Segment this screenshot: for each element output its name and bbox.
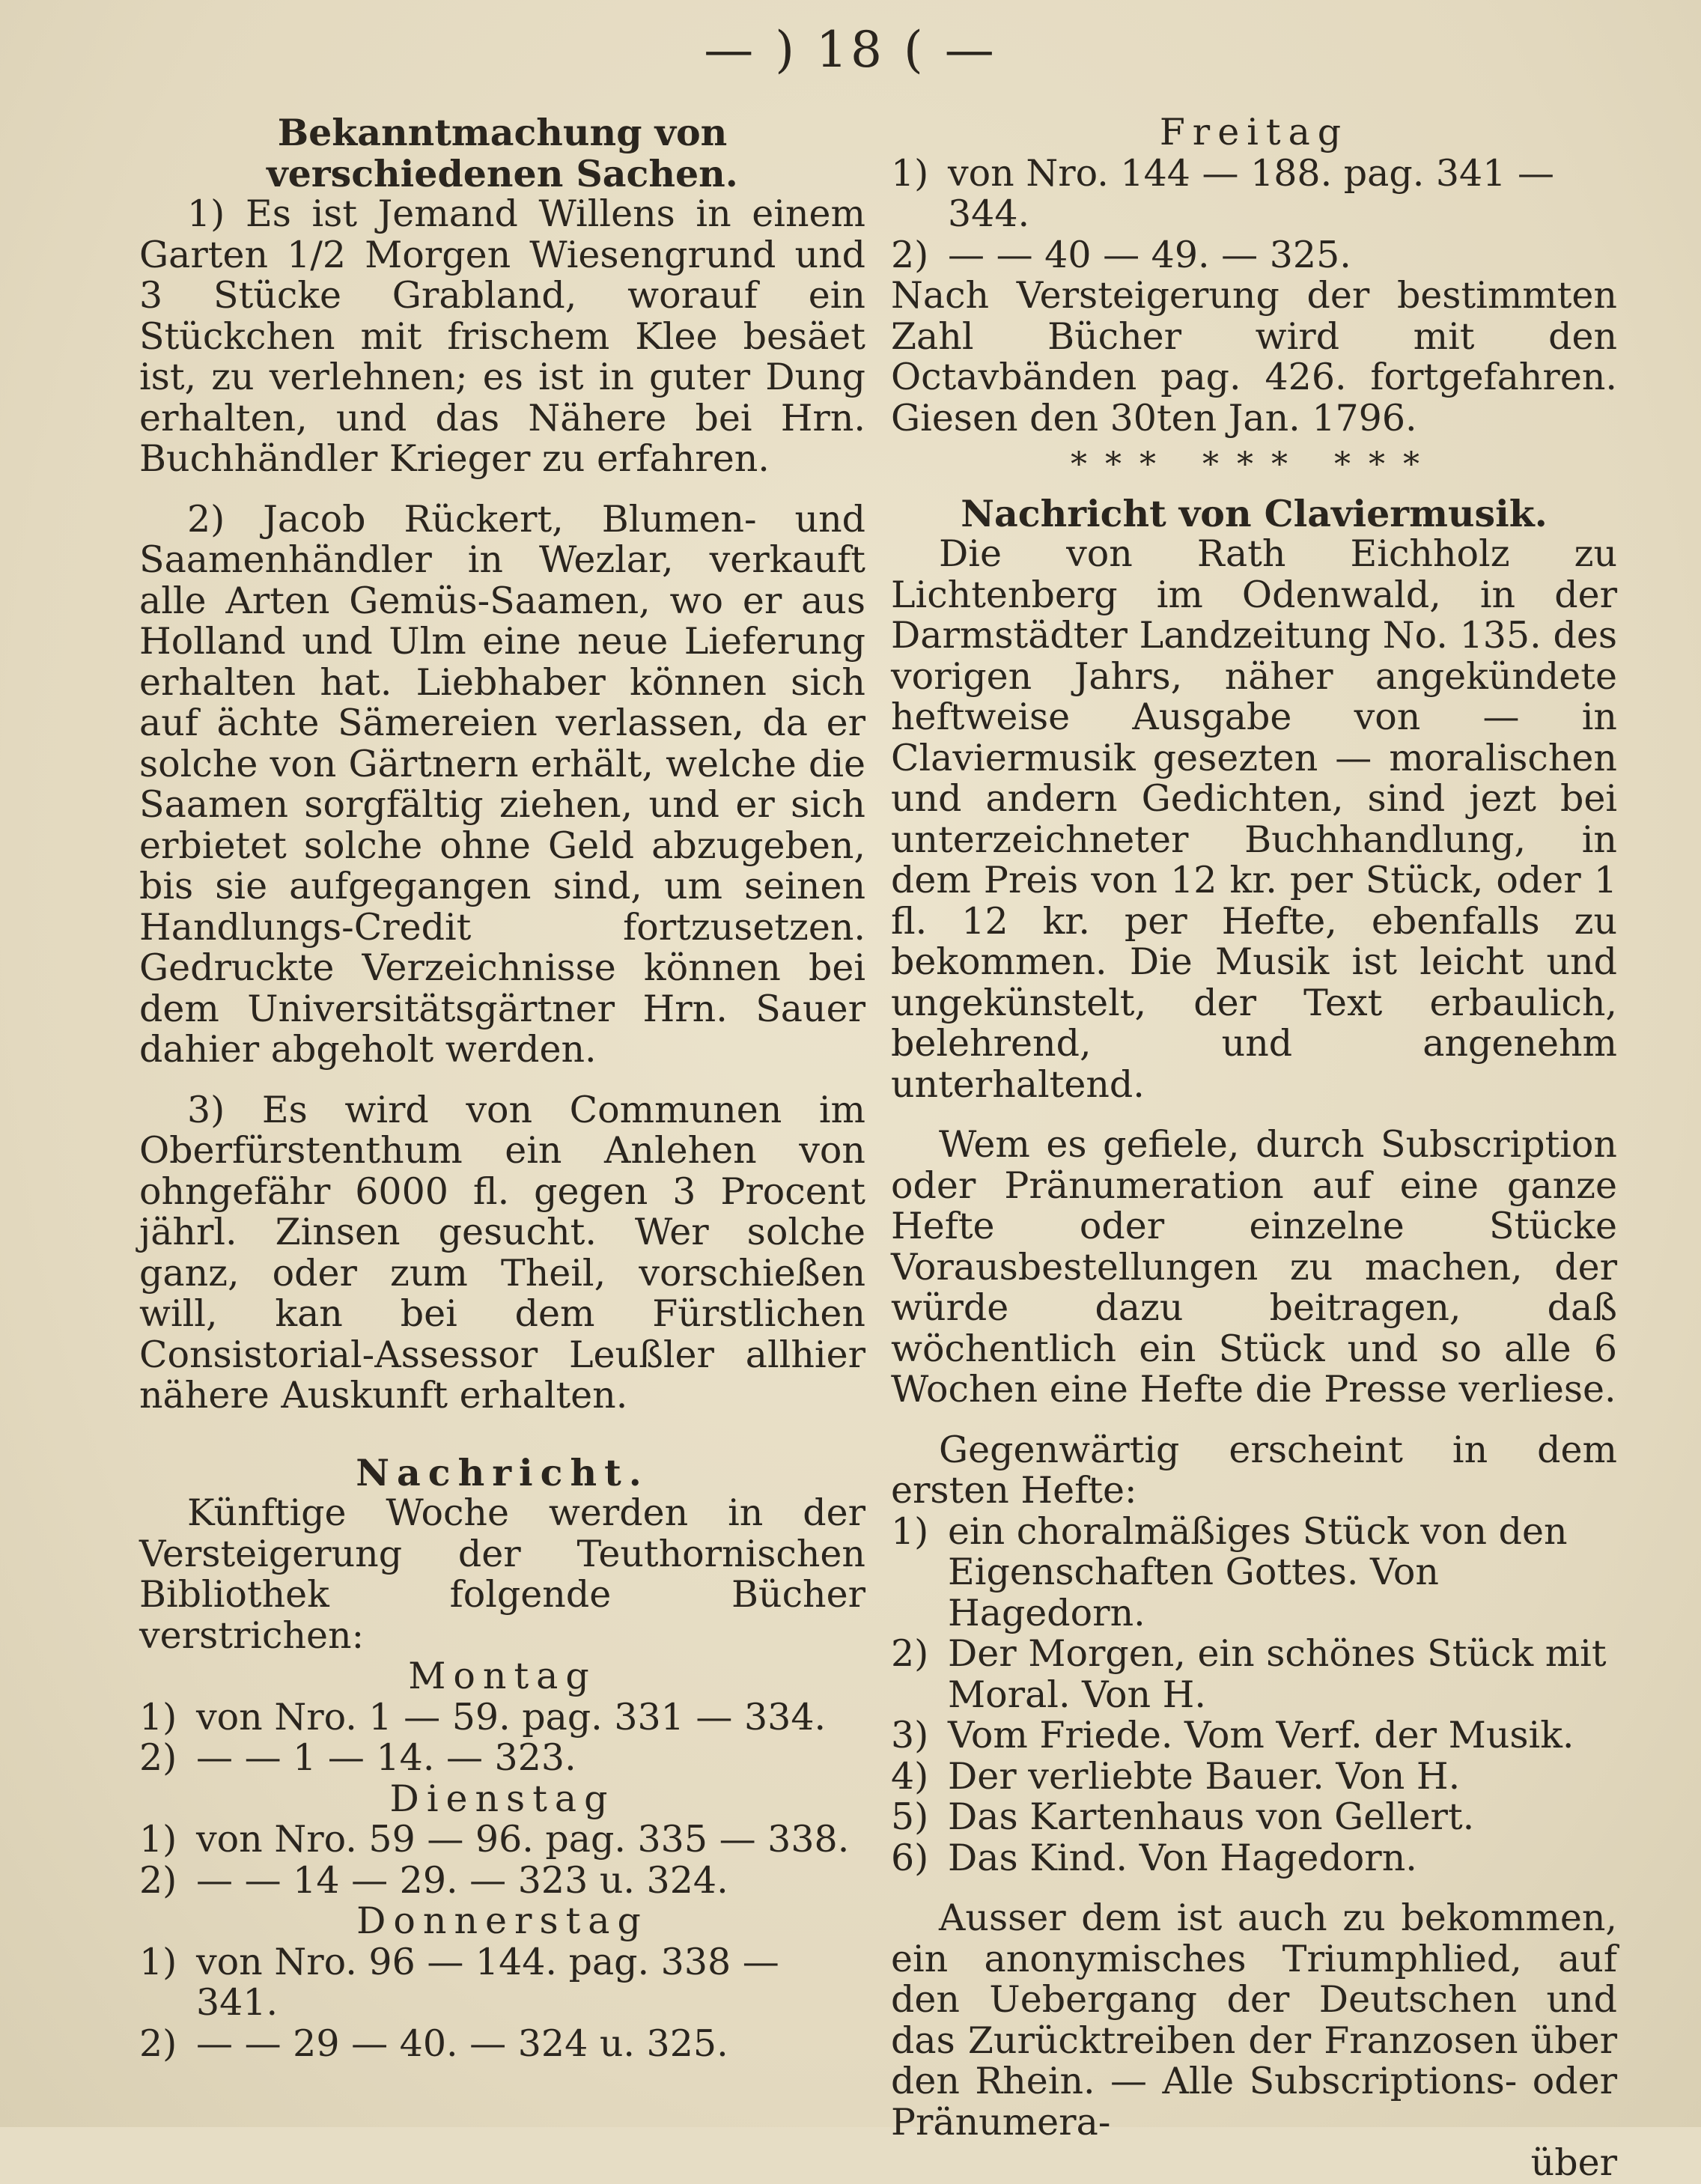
item-text: Der Morgen, ein schönes Stück mit Moral. Von H. [948, 1632, 1607, 1716]
item-text: Das Kind. Von Hagedorn. [948, 1836, 1417, 1879]
claviermusik-paragraph-1: Die von Rath Eichholz zu Lichtenberg im Odenwald, in der Darmstädter Landzeitung No. 135. des vorigen Jahrs, näher angekündete heftweise Ausgabe von — in Claviermusik gesezten — moralischen und andern Gedichten, sind jezt bei unterzeichneter Buchhandlung, in dem Preis von 12 kr. per Stück, oder 1 fl. 12 kr. per Hefte, ebenfalls zu bekommen. Die Musik ist leicht und ungekünstelt, der Text erbaulich, belehrend, und angenehm unterhaltend. [891, 532, 1617, 1106]
auction-entry [139, 1697, 865, 1739]
entry-number: 1) [139, 1818, 177, 1861]
entry-number: 2) [139, 2022, 177, 2065]
announcement-item-3: 3) Es wird von Communen im Oberfürstenthum ein Anlehen von ohngefähr 6000 fl. gegen 3 Procent jährl. Zinsen gesucht. Wer solche ganz, oder zum Theil, vorschießen will, kan bei dem Fürstlichen Consistorial-Assessor Leußler allhier nähere Auskunft erhalten. [139, 1088, 865, 1417]
entry-number: 1) [139, 1940, 177, 1983]
announcements-heading: Bekanntmachung von verschiedenen Sachen. [267, 111, 738, 195]
auction-entry [891, 153, 1617, 235]
item-text: Der verliebte Bauer. Von H. [948, 1754, 1461, 1798]
pieces-list [891, 1509, 1617, 1879]
catchword: über [1530, 2141, 1617, 2184]
item-number: 2) [891, 1632, 929, 1675]
item-number: 5) [891, 1795, 929, 1838]
item-number: 6) [891, 1836, 929, 1879]
auction-day-thursday [139, 1901, 865, 2064]
item-number: 3) [891, 1714, 929, 1756]
day-label: Dienstag [389, 1777, 615, 1820]
entry-number: 2) [139, 1858, 177, 1902]
auction-day-tuesday [139, 1779, 865, 1902]
right-column [891, 112, 1617, 2184]
entry-number: 2) [139, 1736, 177, 1779]
auction-entry [139, 2024, 865, 2065]
day-label: Donnerstag [356, 1899, 648, 1942]
entry-text: — — 1 — 14. — 323. [196, 1736, 576, 1779]
item-text: Vom Friede. Vom Verf. der Musik. [948, 1714, 1574, 1756]
auction-entry [139, 1858, 865, 1902]
claviermusik-paragraph-2: Wem es gefiele, durch Subscription oder Pränumeration auf eine ganze Hefte oder einzelne Stücke Vorausbestellungen zu machen, der würde dazu beitragen, daß wöchentlich ein Stück und so alle 6 Wochen eine Hefte die Presse verliese. [891, 1123, 1617, 1411]
list-item [891, 1797, 1617, 1838]
list-item [891, 1509, 1617, 1634]
auction-entry [891, 235, 1617, 276]
entry-text: — — 14 — 29. — 323 u. 324. [196, 1858, 728, 1902]
announcement-item-1: 1) Es ist Jemand Willens in einem Garten 1/2 Morgen Wiesengrund und 3 Stücke Grabland, worauf ein Stückchen mit frischem Klee besäet ist, zu verlehnen; es ist in guter Dung erhalten, und das Nähere bei Hrn. Buchhändler Krieger zu erfahren. [139, 192, 865, 480]
claviermusik-paragraph-4: Ausser dem ist auch zu bekommen, ein anonymisches Triumphlied, auf den Uebergang der Deutschen und das Zurücktreiben der Franzosen über den Rhein. — Alle Subscriptions- oder Pränumera- [891, 1896, 1617, 2144]
auction-entry [139, 1942, 865, 2024]
day-label: Montag [408, 1655, 597, 1697]
item-text: Das Kartenhaus von Gellert. [948, 1795, 1475, 1838]
auction-intro: Künftige Woche werden in der Versteigerung der Teuthornischen Bibliothek folgende Bücher verstrichen: [139, 1491, 865, 1657]
announcement-item-2: 2) Jacob Rückert, Blumen- und Saamenhändler in Wezlar, verkauft alle Arten Gemüs-Saamen, wo er aus Holland und Ulm eine neue Lieferung erhalten hat. Liebhaber können sich auf ächte Sämereien verlassen, da er solche von Gärtnern erhält, welche die Saamen sorgfältig ziehen, und er sich erbietet solche ohne Geld abzugeben, bis sie aufgegangen sind, um seinen Handlungs-Credit fortzusetzen. Gedruckte Verzeichnisse können bei dem Universitätsgärtner Hrn. Sauer dahier abgeholt werden. [139, 497, 865, 1071]
page-number: — ) 18 ( — [704, 21, 997, 79]
day-label: Freitag [1159, 111, 1349, 153]
left-column [139, 112, 865, 2064]
entry-text: von Nro. 1 — 59. pag. 331 — 334. [196, 1695, 827, 1739]
item-number: 1) [891, 1509, 929, 1553]
list-item [891, 1715, 1617, 1756]
auction-entry [139, 1819, 865, 1861]
auction-day-friday [891, 112, 1617, 276]
entry-number: 2) [891, 233, 929, 276]
nachricht-heading: Nachricht. [356, 1450, 649, 1494]
claviermusik-paragraph-3: Gegenwärtig erscheint in dem ersten Hefte: [891, 1428, 1617, 1512]
auction-day-monday [139, 1656, 865, 1779]
entry-text: — — 40 — 49. — 325. [948, 233, 1351, 276]
auction-entry [139, 1738, 865, 1779]
entry-text: von Nro. 59 — 96. pag. 335 — 338. [196, 1818, 850, 1861]
item-text: ein choralmäßiges Stück von den Eigenschaften Gottes. Von Hagedorn. [948, 1509, 1568, 1634]
entry-number: 1) [891, 151, 929, 195]
entry-text: — — 29 — 40. — 324 u. 325. [196, 2022, 728, 2065]
entry-text: von Nro. 96 — 144. pag. 338 — 341. [196, 1940, 779, 2024]
list-item [891, 1838, 1617, 1879]
list-item [891, 1634, 1617, 1715]
section-divider-stars: *** *** *** [1071, 445, 1437, 484]
entry-number: 1) [139, 1695, 177, 1739]
list-item [891, 1756, 1617, 1798]
item-number: 4) [891, 1754, 929, 1798]
entry-text: von Nro. 144 — 188. pag. 341 — 344. [948, 151, 1554, 235]
auction-note: Nach Versteigerung der bestimmten Zahl Bücher wird mit den Octavbänden pag. 426. fortgefahren. Giesen den 30ten Jan. 1796. [891, 274, 1617, 439]
claviermusik-heading: Nachricht von Claviermusik. [961, 491, 1548, 535]
